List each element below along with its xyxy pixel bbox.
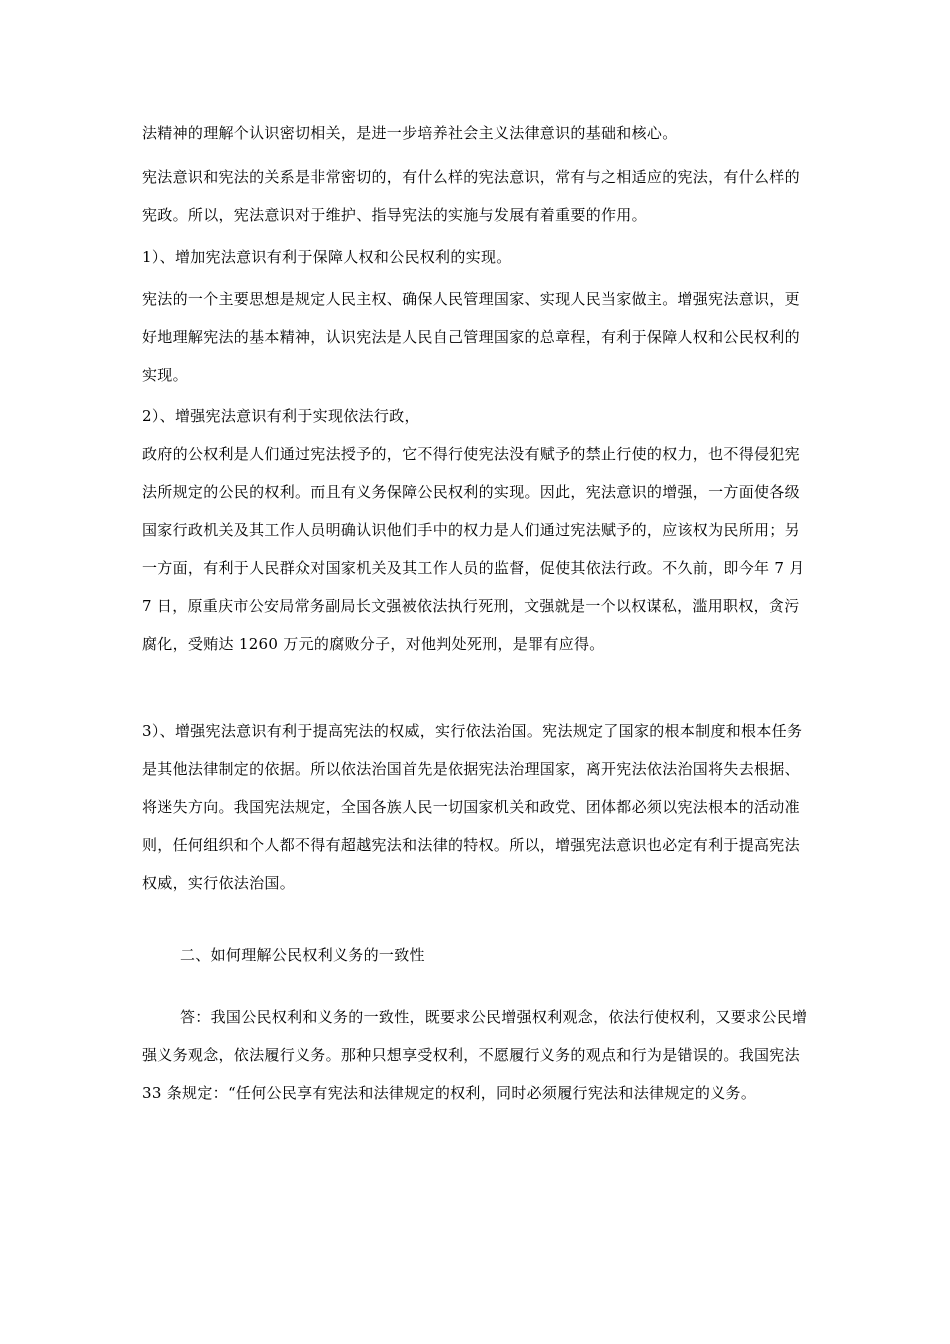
paragraph-5: 2）、增强宪法意识有利于实现依法行政，	[142, 407, 420, 425]
paragraph-7: 3）、增强宪法意识有利于提高宪法的权威，实行依法治国。宪法规定了国家的根本制度和根本任务是其他法律制定的依据。所以依法治国首先是依据宪法治理国家，离开宪法依法治国将失去根据、将迷失方向。我国宪法规定，全国各族人民一切国家机关和政党、团体都必须以宪法根本的活动准则，任何组织和个人都不得有超越宪法和法律的特权。所以，增强宪法意识也必定有利于提高宪法权威，实行依法治国。	[142, 722, 803, 892]
paragraph-2: 宪法意识和宪法的关系是非常密切的，有什么样的宪法意识，常有与之相适应的宪法，有什么样的宪政。所以，宪法意识对于维护、指导宪法的实施与发展有着重要的作用。	[142, 168, 800, 224]
paragraph-3: 1）、增加宪法意识有利于保障人权和公民权利的实现。	[142, 248, 512, 266]
section-heading: 二、如何理解公民权利义务的一致性	[180, 946, 425, 964]
paragraph-6: 政府的公权利是人们通过宪法授予的，它不得行使宪法没有赋予的禁止行使的权力，也不得侵犯宪法所规定的公民的权利。而且有义务保障公民权利的实现。因此，宪法意识的增强，一方面使各级国家行政机关及其工作人员明确认识他们手中的权力是人们通过宪法赋予的，应该权为民所用；另一方面，有利于人民群众对国家机关及其工作人员的监督，促使其依法行政。不久前，即今年 7 月 7 日，原重庆市公安局常务副局长文强被依法执行死刑，文强就是一个以权谋私，滥用职权，贪污腐化，受贿达 1260 万元的腐败分子，对他判处死刑，是罪有应得。	[142, 445, 805, 653]
paragraph-4: 宪法的一个主要思想是规定人民主权、确保人民管理国家、实现人民当家做主。增强宪法意识，更好地理解宪法的基本精神，认识宪法是人民自己管理国家的总章程，有利于保障人权和公民权利的实现。	[142, 290, 800, 384]
paragraph-1: 法精神的理解个认识密切相关，是进一步培养社会主义法律意识的基础和核心。	[142, 124, 678, 142]
answer-paragraph: 答：我国公民权利和义务的一致性，既要求公民增强权利观念，依法行使权利，又要求公民增强义务观念，依法履行义务。那种只想享受权利，不愿履行义务的观点和行为是错误的。我国宪法 33 条规定：“任何公民享有宪法和法律规定的权利，同时必须履行宪法和法律规定的义务。	[142, 1008, 808, 1102]
